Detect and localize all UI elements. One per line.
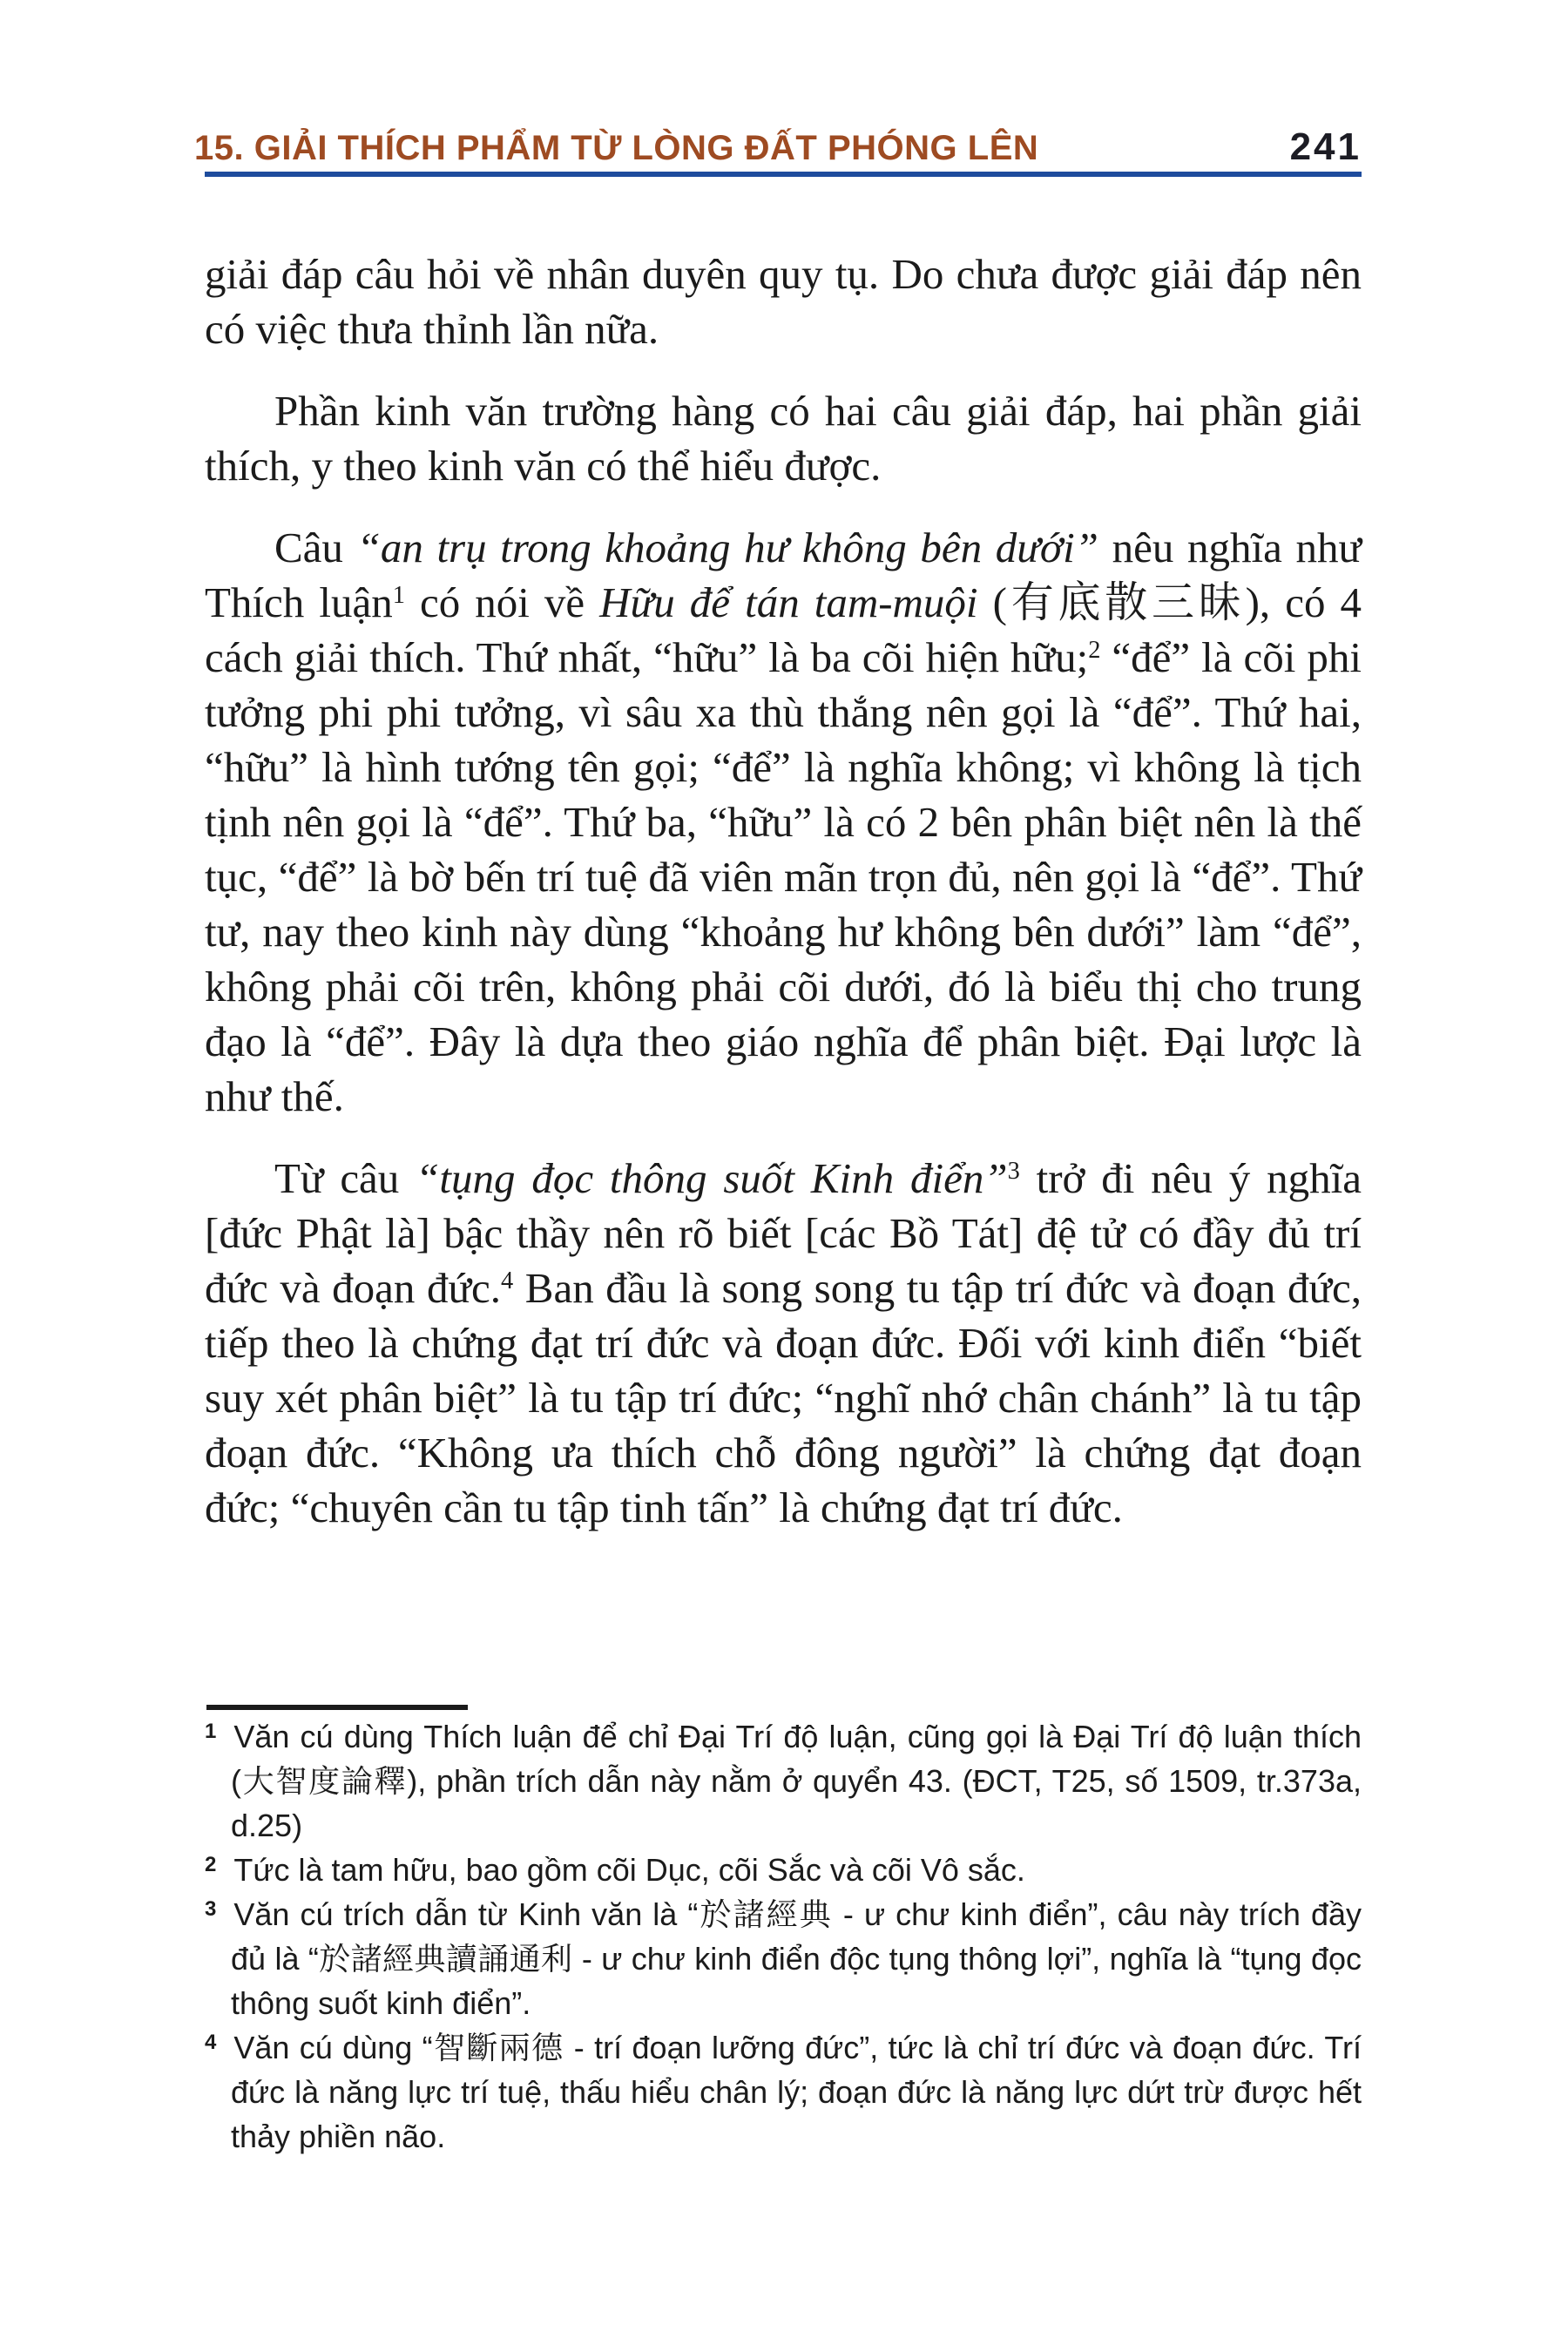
text-segment: “để” là cõi phi tưởng phi phi tưởng, vì sâu xa thù thắng nên gọi là “để”. Thứ hai, “hữu” là hình tướng tên gọi; “để” là nghĩa không; vì không là tịch tịnh nên gọi là “để”. Thứ ba, “hữu” là có 2 bên phân biệt nên là thế tục, “để” là bờ bến trí tuệ đã viên mãn trọn đủ, nên gọi là “để”. Thứ tư, nay theo kinh này dùng “khoảng hư không bên dưới” làm “để”, không phải cõi trên, không phải cõi dưới, đó là biểu thị cho trung đạo là “để”. Đây là dựa theo giáo nghĩa để phân biệt. Đại lược là như thế. [205,633,1362,1120]
text-segment: giải đáp câu hỏi về nhân duyên quy tụ. Do chưa được giải đáp nên có việc thưa thỉnh lần nữa. [205,250,1362,353]
text-segment: (有底散三昧), có 4 cách giải thích. Thứ nhất, “hữu” là ba cõi hiện hữu; [205,578,1362,681]
footnote-marker: 2 [205,1853,217,1877]
footnote-text: Văn cú trích dẫn từ Kinh văn là “於諸經典 - ư chư kinh điển”, câu này trích đầy đủ là “於諸經典讀誦通利 - ư chư kinh điển độc tụng thông lợi”, nghĩa là “tụng đọc thông suốt kinh điển”. [231,1896,1362,2021]
body-paragraphs [205,247,1362,1535]
text-segment: Câu [274,524,357,571]
footnote-text: Văn cú dùng “智斷兩德 - trí đoạn lưỡng đức”, tức là chỉ trí đức và đoạn đức. Trí đức là năng lực trí tuệ, thấu hiểu chân lý; đoạn đức là năng lực dứt trừ được hết thảy phiền não. [231,2030,1362,2154]
footnote-item [205,2025,1362,2159]
footnote-item [205,1892,1362,2025]
chapter-title: 15. GIẢI THÍCH PHẨM TỪ LÒNG ĐẤT PHÓNG LÊN [194,129,1039,167]
paragraph [205,383,1362,493]
text-segment: Hữu để tán tam-muội [599,578,978,626]
footnote-ref: 4 [501,1267,514,1295]
footnote-item [205,1714,1362,1848]
footnote-separator [206,1705,468,1710]
footnotes-list [205,1714,1362,2159]
footnote-item [205,1848,1362,1892]
footnote-text: Tức là tam hữu, bao gồm cõi Dục, cõi Sắc và cõi Vô sắc. [233,1852,1025,1888]
text-segment: Từ câu [274,1154,416,1202]
text-segment: “an trụ trong khoảng hư không bên dưới” [356,524,1098,571]
text-segment: Phần kinh văn trường hàng có hai câu giải đáp, hai phần giải thích, y theo kinh văn có thể hiểu được. [205,387,1362,490]
footnote-marker: 3 [205,1897,217,1922]
paragraph [205,520,1362,1124]
footnote-marker: 4 [205,2031,217,2055]
paragraph [205,1151,1362,1535]
text-segment: nêu nghĩa như Thích luận [205,524,1362,626]
header-rule [205,172,1362,177]
page-number: 241 [1289,125,1362,168]
text-segment: Ban đầu là song song tu tập trí đức và đoạn đức, tiếp theo là chứng đạt trí đức và đoạn đức. Đối với kinh điển “biết suy xét phân biệt” là tu tập trí đức; “nghĩ nhớ chân chánh” là tu tập đoạn đức. “Không ưa thích chỗ đông người” là chứng đạt đoạn đức; “chuyên cần tu tập tinh tấn” là chứng đạt trí đức. [205,1264,1362,1531]
footnote-ref: 3 [1007,1158,1020,1186]
footnote-ref: 1 [392,582,405,610]
footnote-text: Văn cú dùng Thích luận để chỉ Đại Trí độ luận, cũng gọi là Đại Trí độ luận thích (大智度論釋), phần trích dẫn này nằm ở quyển 43. (ĐCT, T25, số 1509, tr.373a, d.25) [231,1719,1362,1843]
footnote-marker: 1 [205,1720,217,1744]
text-segment: trở đi nêu ý nghĩa [đức Phật là] bậc thầy nên rõ biết [các Bồ Tát] đệ tử có đầy đủ trí đức và đoạn đức. [205,1154,1362,1312]
footnote-ref: 2 [1088,637,1101,665]
text-segment: “tụng đọc thông suốt Kinh điển” [416,1154,1008,1202]
paragraph [205,247,1362,356]
text-segment: có nói về [404,578,600,626]
